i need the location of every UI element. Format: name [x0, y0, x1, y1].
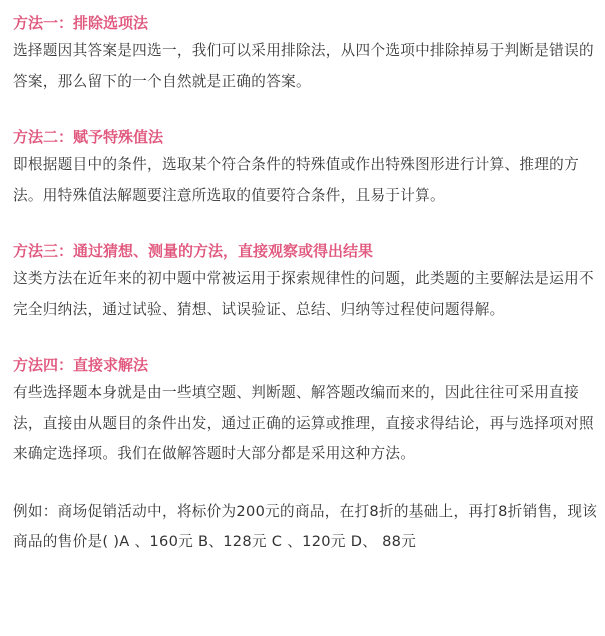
method-section-3	[13, 238, 599, 325]
method-section-1	[13, 10, 599, 97]
method-body-4: 有些选择题本身就是由一些填空题、判断题、解答题改编而来的，因此往往可采用直接法，直接由从题目的条件出发，通过正确的运算或推理，直接求得结论，再与选择项对照来确定选择项。我们在做解答题时大部分都是采用这种方法。	[13, 384, 594, 462]
method-heading-4: 方法四：直接求解法	[13, 356, 149, 374]
method-heading-3: 方法三：通过猜想、测量的方法，直接观察或得出结果	[13, 242, 374, 260]
method-body-1: 选择题因其答案是四选一，我们可以采用排除法，从四个选项中排除掉易于判断是错误的答案，那么留下的一个自然就是正确的答案。	[13, 42, 594, 90]
example-paragraph: 例如：商场促销活动中，将标价为200元的商品，在打8折的基础上，再打8折销售，现该商品的售价是( )A 、160元 B、128元 C 、120元 D、 88元	[13, 502, 598, 550]
method-body-2: 即根据题目中的条件，选取某个符合条件的特殊值或作出特殊图形进行计算、推理的方法。用特殊值法解题要注意所选取的值要符合条件，且易于计算。	[13, 156, 579, 204]
method-body-3: 这类方法在近年来的初中题中常被运用于探索规律性的问题，此类题的主要解法是运用不完全归纳法，通过试验、猜想、试误验证、总结、归纳等过程使问题得解。	[13, 270, 594, 318]
method-section-4	[13, 352, 599, 470]
method-heading-1: 方法一：排除选项法	[13, 14, 149, 32]
method-section-2	[13, 124, 599, 211]
method-heading-2: 方法二：赋予特殊值法	[13, 128, 164, 146]
